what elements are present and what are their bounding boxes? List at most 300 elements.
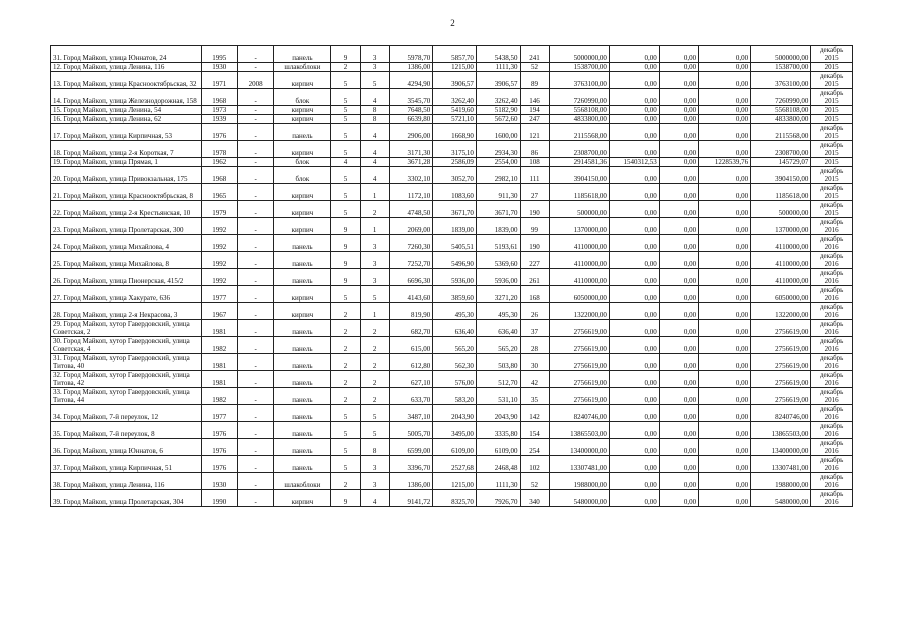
cell-local-budget: 0,00 <box>699 269 751 286</box>
cell-local-budget: 0,00 <box>699 388 751 405</box>
cell-year-reconstruct: - <box>237 439 273 456</box>
cell-total-cost: 500000,00 <box>549 201 609 218</box>
cell-area-residential: 7926,70 <box>476 490 520 507</box>
cell-year-built: 1992 <box>201 252 237 269</box>
cell-fund-cost: 0,00 <box>609 72 659 89</box>
cell-area-residential: 5369,60 <box>476 252 520 269</box>
cell-completion-term: декабрь 2015 <box>811 124 853 141</box>
cell-fund-cost: 0,00 <box>609 63 659 72</box>
cell-floors: 2 <box>331 371 360 388</box>
cell-total-cost: 7260990,00 <box>549 89 609 106</box>
cell-residents: 340 <box>520 490 549 507</box>
cell-floors: 2 <box>331 303 360 320</box>
cell-wall-material: кирпич <box>274 201 331 218</box>
cell-address: 14. Город Майкоп, улица Железнодорожная, 158 <box>51 89 202 106</box>
table-row <box>51 46 853 63</box>
cell-total-area: 4748,50 <box>389 201 433 218</box>
cell-total-area: 3396,70 <box>389 456 433 473</box>
cell-region-budget: 0,00 <box>659 218 698 235</box>
cell-year-built: 1968 <box>201 167 237 184</box>
cell-local-budget: 0,00 <box>699 141 751 158</box>
cell-local-budget: 0,00 <box>699 235 751 252</box>
cell-total-area: 3487,10 <box>389 405 433 422</box>
cell-year-reconstruct: - <box>237 201 273 218</box>
cell-wall-material: блок <box>274 89 331 106</box>
cell-area-residential: 2468,48 <box>476 456 520 473</box>
cell-fund-cost: 0,00 <box>609 141 659 158</box>
cell-region-budget: 0,00 <box>659 72 698 89</box>
cell-total-area: 6639,80 <box>389 115 433 124</box>
cell-floors: 9 <box>331 46 360 63</box>
cell-owner-funds: 13865503,00 <box>751 422 811 439</box>
cell-area-residential: 3271,20 <box>476 286 520 303</box>
cell-year-built: 1971 <box>201 72 237 89</box>
cell-address: 37. Город Майкоп, улица Кирпичная, 51 <box>51 456 202 473</box>
cell-wall-material: блок <box>274 167 331 184</box>
cell-address: 31. Город Майкоп, хутор Гавердовский, улица Титова, 40 <box>51 354 202 371</box>
cell-total-area: 5005,70 <box>389 422 433 439</box>
cell-wall-material: панель <box>274 124 331 141</box>
cell-wall-material: кирпич <box>274 303 331 320</box>
cell-area-rooms: 1083,60 <box>433 184 477 201</box>
cell-owner-funds: 1988000,00 <box>751 473 811 490</box>
cell-year-reconstruct: - <box>237 422 273 439</box>
cell-owner-funds: 13307481,00 <box>751 456 811 473</box>
cell-area-residential: 495,30 <box>476 303 520 320</box>
cell-residents: 190 <box>520 235 549 252</box>
cell-year-built: 1992 <box>201 235 237 252</box>
cell-owner-funds: 145729,07 <box>751 158 811 167</box>
cell-region-budget: 0,00 <box>659 320 698 337</box>
cell-region-budget: 0,00 <box>659 167 698 184</box>
cell-address: 21. Город Майкоп, улица Краснооктябрьская, 8 <box>51 184 202 201</box>
cell-year-reconstruct: - <box>237 218 273 235</box>
cell-region-budget: 0,00 <box>659 405 698 422</box>
cell-residents: 190 <box>520 201 549 218</box>
cell-local-budget: 0,00 <box>699 167 751 184</box>
cell-area-rooms: 2043,90 <box>433 405 477 422</box>
cell-total-area: 6696,30 <box>389 269 433 286</box>
cell-completion-term: декабрь 2015 <box>811 89 853 106</box>
cell-residents: 261 <box>520 269 549 286</box>
cell-year-built: 1967 <box>201 303 237 320</box>
cell-area-rooms: 8325,70 <box>433 490 477 507</box>
cell-entrances: 2 <box>360 320 389 337</box>
cell-area-residential: 2982,10 <box>476 167 520 184</box>
cell-wall-material: шлакоблоки <box>274 63 331 72</box>
cell-wall-material: кирпич <box>274 490 331 507</box>
cell-area-residential: 3262,40 <box>476 89 520 106</box>
cell-area-residential: 1839,00 <box>476 218 520 235</box>
cell-region-budget: 0,00 <box>659 439 698 456</box>
cell-residents: 28 <box>520 337 549 354</box>
cell-completion-term: декабрь 2015 <box>811 72 853 89</box>
cell-total-cost: 2308700,00 <box>549 141 609 158</box>
cell-year-built: 1976 <box>201 439 237 456</box>
cell-fund-cost: 0,00 <box>609 124 659 141</box>
cell-completion-term: 2015 <box>811 106 853 115</box>
cell-residents: 102 <box>520 456 549 473</box>
table-row <box>51 124 853 141</box>
cell-year-reconstruct: - <box>237 184 273 201</box>
cell-address: 35. Город Майкоп, 7-й переулок, 8 <box>51 422 202 439</box>
cell-region-budget: 0,00 <box>659 371 698 388</box>
table-row <box>51 106 853 115</box>
cell-total-area: 1386,00 <box>389 63 433 72</box>
cell-local-budget: 0,00 <box>699 72 751 89</box>
cell-total-area: 627,10 <box>389 371 433 388</box>
cell-completion-term: декабрь 2015 <box>811 46 853 63</box>
cell-year-built: 1992 <box>201 218 237 235</box>
cell-local-budget: 0,00 <box>699 490 751 507</box>
cell-floors: 9 <box>331 252 360 269</box>
cell-completion-term: декабрь 2016 <box>811 303 853 320</box>
cell-local-budget: 0,00 <box>699 63 751 72</box>
cell-region-budget: 0,00 <box>659 286 698 303</box>
cell-floors: 5 <box>331 456 360 473</box>
cell-total-area: 1386,00 <box>389 473 433 490</box>
cell-region-budget: 0,00 <box>659 201 698 218</box>
cell-address: 16. Город Майкоп, улица Ленина, 62 <box>51 115 202 124</box>
table-row <box>51 371 853 388</box>
cell-total-area: 7648,50 <box>389 106 433 115</box>
cell-area-rooms: 3906,57 <box>433 72 477 89</box>
cell-total-cost: 5568108,00 <box>549 106 609 115</box>
cell-entrances: 1 <box>360 303 389 320</box>
cell-local-budget: 0,00 <box>699 303 751 320</box>
cell-area-rooms: 3262,40 <box>433 89 477 106</box>
cell-total-cost: 5480000,00 <box>549 490 609 507</box>
cell-total-cost: 2914581,36 <box>549 158 609 167</box>
cell-area-residential: 5182,90 <box>476 106 520 115</box>
cell-total-cost: 2115568,00 <box>549 124 609 141</box>
cell-year-built: 1962 <box>201 158 237 167</box>
cell-residents: 26 <box>520 303 549 320</box>
cell-owner-funds: 4833800,00 <box>751 115 811 124</box>
cell-year-built: 1976 <box>201 456 237 473</box>
cell-area-residential: 512,70 <box>476 371 520 388</box>
cell-fund-cost: 0,00 <box>609 167 659 184</box>
cell-local-budget: 0,00 <box>699 115 751 124</box>
cell-entrances: 3 <box>360 269 389 286</box>
cell-total-cost: 1988000,00 <box>549 473 609 490</box>
cell-address: 13. Город Майкоп, улица Краснооктябрьская, 32 <box>51 72 202 89</box>
cell-area-residential: 2554,00 <box>476 158 520 167</box>
cell-year-reconstruct: - <box>237 303 273 320</box>
cell-entrances: 4 <box>360 490 389 507</box>
cell-address: 18. Город Майкоп, улица 2-я Короткая, 7 <box>51 141 202 158</box>
cell-entrances: 3 <box>360 252 389 269</box>
cell-completion-term: декабрь 2016 <box>811 388 853 405</box>
cell-region-budget: 0,00 <box>659 106 698 115</box>
cell-entrances: 4 <box>360 124 389 141</box>
cell-wall-material: кирпич <box>274 106 331 115</box>
cell-completion-term: 2015 <box>811 63 853 72</box>
cell-total-area: 682,70 <box>389 320 433 337</box>
cell-total-area: 819,90 <box>389 303 433 320</box>
cell-area-rooms: 1839,00 <box>433 218 477 235</box>
cell-residents: 42 <box>520 371 549 388</box>
cell-owner-funds: 5568108,00 <box>751 106 811 115</box>
cell-completion-term: декабрь 2016 <box>811 371 853 388</box>
cell-owner-funds: 1538700,00 <box>751 63 811 72</box>
cell-owner-funds: 5000000,00 <box>751 46 811 63</box>
table-row <box>51 63 853 72</box>
cell-year-reconstruct: - <box>237 115 273 124</box>
cell-residents: 108 <box>520 158 549 167</box>
cell-year-built: 1992 <box>201 269 237 286</box>
cell-residents: 194 <box>520 106 549 115</box>
cell-wall-material: панель <box>274 439 331 456</box>
cell-area-rooms: 3175,10 <box>433 141 477 158</box>
cell-area-rooms: 5721,10 <box>433 115 477 124</box>
cell-completion-term: декабрь 2015 <box>811 201 853 218</box>
cell-total-cost: 4110000,00 <box>549 269 609 286</box>
cell-area-residential: 3906,57 <box>476 72 520 89</box>
cell-floors: 5 <box>331 184 360 201</box>
cell-area-rooms: 3671,70 <box>433 201 477 218</box>
cell-total-area: 3545,70 <box>389 89 433 106</box>
cell-address: 39. Город Майкоп, улица Пролетарская, 304 <box>51 490 202 507</box>
cell-floors: 2 <box>331 354 360 371</box>
cell-completion-term: декабрь 2016 <box>811 405 853 422</box>
cell-total-cost: 5000000,00 <box>549 46 609 63</box>
cell-wall-material: панель <box>274 354 331 371</box>
cell-fund-cost: 0,00 <box>609 46 659 63</box>
cell-area-residential: 1600,00 <box>476 124 520 141</box>
cell-area-residential: 3671,70 <box>476 201 520 218</box>
cell-year-reconstruct: - <box>237 167 273 184</box>
cell-area-rooms: 3052,70 <box>433 167 477 184</box>
cell-residents: 111 <box>520 167 549 184</box>
cell-year-reconstruct: - <box>237 46 273 63</box>
cell-total-cost: 13865503,00 <box>549 422 609 439</box>
cell-fund-cost: 0,00 <box>609 490 659 507</box>
cell-area-residential: 2934,30 <box>476 141 520 158</box>
cell-local-budget: 0,00 <box>699 252 751 269</box>
cell-year-built: 1930 <box>201 63 237 72</box>
cell-floors: 5 <box>331 89 360 106</box>
cell-entrances: 5 <box>360 286 389 303</box>
cell-owner-funds: 7260990,00 <box>751 89 811 106</box>
cell-wall-material: панель <box>274 405 331 422</box>
cell-fund-cost: 0,00 <box>609 218 659 235</box>
cell-total-cost: 8240746,00 <box>549 405 609 422</box>
cell-fund-cost: 0,00 <box>609 405 659 422</box>
cell-local-budget: 0,00 <box>699 89 751 106</box>
cell-owner-funds: 1370000,00 <box>751 218 811 235</box>
cell-floors: 2 <box>331 473 360 490</box>
table-row <box>51 473 853 490</box>
cell-address: 20. Город Майкоп, улица Привокзальная, 175 <box>51 167 202 184</box>
cell-address: 17. Город Майкоп, улица Кирпичная, 53 <box>51 124 202 141</box>
table-row <box>51 456 853 473</box>
cell-address: 26. Город Майкоп, улица Пионерская, 415/2 <box>51 269 202 286</box>
cell-year-reconstruct: - <box>237 473 273 490</box>
cell-entrances: 3 <box>360 235 389 252</box>
cell-fund-cost: 0,00 <box>609 286 659 303</box>
cell-entrances: 2 <box>360 201 389 218</box>
cell-wall-material: кирпич <box>274 115 331 124</box>
cell-wall-material: кирпич <box>274 286 331 303</box>
cell-year-built: 1979 <box>201 201 237 218</box>
table-row <box>51 158 853 167</box>
cell-entrances: 3 <box>360 456 389 473</box>
cell-total-cost: 1370000,00 <box>549 218 609 235</box>
cell-fund-cost: 0,00 <box>609 235 659 252</box>
cell-year-built: 1981 <box>201 320 237 337</box>
table-row <box>51 269 853 286</box>
cell-year-built: 1976 <box>201 124 237 141</box>
cell-owner-funds: 4110000,00 <box>751 252 811 269</box>
cell-entrances: 2 <box>360 354 389 371</box>
cell-entrances: 3 <box>360 63 389 72</box>
cell-area-residential: 1111,30 <box>476 473 520 490</box>
cell-owner-funds: 1322000,00 <box>751 303 811 320</box>
cell-residents: 254 <box>520 439 549 456</box>
cell-local-budget: 0,00 <box>699 201 751 218</box>
cell-local-budget: 0,00 <box>699 124 751 141</box>
cell-total-cost: 2756619,00 <box>549 320 609 337</box>
cell-completion-term: декабрь 2016 <box>811 320 853 337</box>
cell-floors: 5 <box>331 422 360 439</box>
table-row <box>51 405 853 422</box>
cell-total-cost: 2756619,00 <box>549 371 609 388</box>
cell-region-budget: 0,00 <box>659 141 698 158</box>
cell-area-rooms: 2586,09 <box>433 158 477 167</box>
cell-wall-material: кирпич <box>274 72 331 89</box>
cell-region-budget: 0,00 <box>659 337 698 354</box>
cell-area-rooms: 3859,60 <box>433 286 477 303</box>
cell-owner-funds: 4110000,00 <box>751 235 811 252</box>
cell-total-cost: 2756619,00 <box>549 388 609 405</box>
cell-fund-cost: 0,00 <box>609 184 659 201</box>
cell-total-area: 7252,70 <box>389 252 433 269</box>
cell-total-area: 633,70 <box>389 388 433 405</box>
cell-owner-funds: 2756619,00 <box>751 371 811 388</box>
cell-year-built: 1976 <box>201 422 237 439</box>
cell-region-budget: 0,00 <box>659 124 698 141</box>
cell-area-residential: 565,20 <box>476 337 520 354</box>
cell-local-budget: 0,00 <box>699 184 751 201</box>
cell-residents: 99 <box>520 218 549 235</box>
cell-address: 34. Город Майкоп, 7-й переулок, 12 <box>51 405 202 422</box>
cell-entrances: 3 <box>360 473 389 490</box>
cell-fund-cost: 0,00 <box>609 303 659 320</box>
cell-total-area: 612,80 <box>389 354 433 371</box>
cell-entrances: 4 <box>360 89 389 106</box>
cell-total-cost: 6050000,00 <box>549 286 609 303</box>
cell-year-reconstruct: - <box>237 106 273 115</box>
cell-address: 25. Город Майкоп, улица Михайлова, 8 <box>51 252 202 269</box>
cell-total-cost: 4110000,00 <box>549 235 609 252</box>
cell-owner-funds: 3904150,00 <box>751 167 811 184</box>
cell-owner-funds: 2756619,00 <box>751 337 811 354</box>
cell-address: 19. Город Майкоп, улица Прямая, 1 <box>51 158 202 167</box>
cell-address: 28. Город Майкоп, улица 2-я Некрасова, 3 <box>51 303 202 320</box>
cell-floors: 5 <box>331 115 360 124</box>
cell-residents: 30 <box>520 354 549 371</box>
cell-total-area: 5978,70 <box>389 46 433 63</box>
cell-total-area: 7260,30 <box>389 235 433 252</box>
cell-region-budget: 0,00 <box>659 354 698 371</box>
page-number: 2 <box>450 18 455 28</box>
cell-address: 30. Город Майкоп, хутор Гавердовский, улица Советская, 4 <box>51 337 202 354</box>
cell-region-budget: 0,00 <box>659 303 698 320</box>
cell-floors: 5 <box>331 201 360 218</box>
cell-year-built: 1965 <box>201 184 237 201</box>
cell-year-reconstruct: - <box>237 158 273 167</box>
cell-fund-cost: 1540312,53 <box>609 158 659 167</box>
cell-floors: 2 <box>331 320 360 337</box>
cell-completion-term: декабрь 2016 <box>811 286 853 303</box>
table-row <box>51 89 853 106</box>
table-row <box>51 439 853 456</box>
cell-fund-cost: 0,00 <box>609 456 659 473</box>
cell-floors: 4 <box>331 158 360 167</box>
cell-total-cost: 2756619,00 <box>549 354 609 371</box>
cell-wall-material: панель <box>274 269 331 286</box>
cell-region-budget: 0,00 <box>659 490 698 507</box>
cell-wall-material: кирпич <box>274 218 331 235</box>
cell-area-rooms: 583,20 <box>433 388 477 405</box>
cell-area-rooms: 576,00 <box>433 371 477 388</box>
cell-region-budget: 0,00 <box>659 388 698 405</box>
cell-year-built: 1978 <box>201 141 237 158</box>
cell-completion-term: декабрь 2016 <box>811 218 853 235</box>
cell-total-area: 1172,10 <box>389 184 433 201</box>
cell-address: 15. Город Майкоп, улица Ленина, 54 <box>51 106 202 115</box>
cell-completion-term: декабрь 2016 <box>811 473 853 490</box>
cell-year-reconstruct: 2008 <box>237 72 273 89</box>
cell-area-rooms: 636,40 <box>433 320 477 337</box>
cell-local-budget: 0,00 <box>699 337 751 354</box>
table-row <box>51 235 853 252</box>
cell-year-reconstruct: - <box>237 63 273 72</box>
table-row <box>51 167 853 184</box>
cell-entrances: 1 <box>360 218 389 235</box>
cell-completion-term: декабрь 2015 <box>811 167 853 184</box>
cell-fund-cost: 0,00 <box>609 337 659 354</box>
cell-owner-funds: 8240746,00 <box>751 405 811 422</box>
table-row <box>51 303 853 320</box>
cell-floors: 5 <box>331 405 360 422</box>
cell-floors: 5 <box>331 124 360 141</box>
cell-completion-term: декабрь 2015 <box>811 141 853 158</box>
cell-floors: 5 <box>331 141 360 158</box>
cell-local-budget: 0,00 <box>699 439 751 456</box>
table-row <box>51 354 853 371</box>
cell-owner-funds: 2756619,00 <box>751 388 811 405</box>
cell-wall-material: панель <box>274 46 331 63</box>
cell-fund-cost: 0,00 <box>609 320 659 337</box>
cell-floors: 2 <box>331 337 360 354</box>
cell-entrances: 5 <box>360 405 389 422</box>
cell-region-budget: 0,00 <box>659 473 698 490</box>
cell-fund-cost: 0,00 <box>609 371 659 388</box>
cell-address: 38. Город Майкоп, улица Ленина, 116 <box>51 473 202 490</box>
cell-year-reconstruct: - <box>237 124 273 141</box>
cell-completion-term: декабрь 2016 <box>811 235 853 252</box>
cell-area-residential: 911,30 <box>476 184 520 201</box>
cell-completion-term: декабрь 2015 <box>811 184 853 201</box>
cell-year-reconstruct: - <box>237 371 273 388</box>
cell-residents: 146 <box>520 89 549 106</box>
cell-residents: 142 <box>520 405 549 422</box>
cell-wall-material: панель <box>274 371 331 388</box>
table-row <box>51 320 853 337</box>
cell-wall-material: кирпич <box>274 184 331 201</box>
